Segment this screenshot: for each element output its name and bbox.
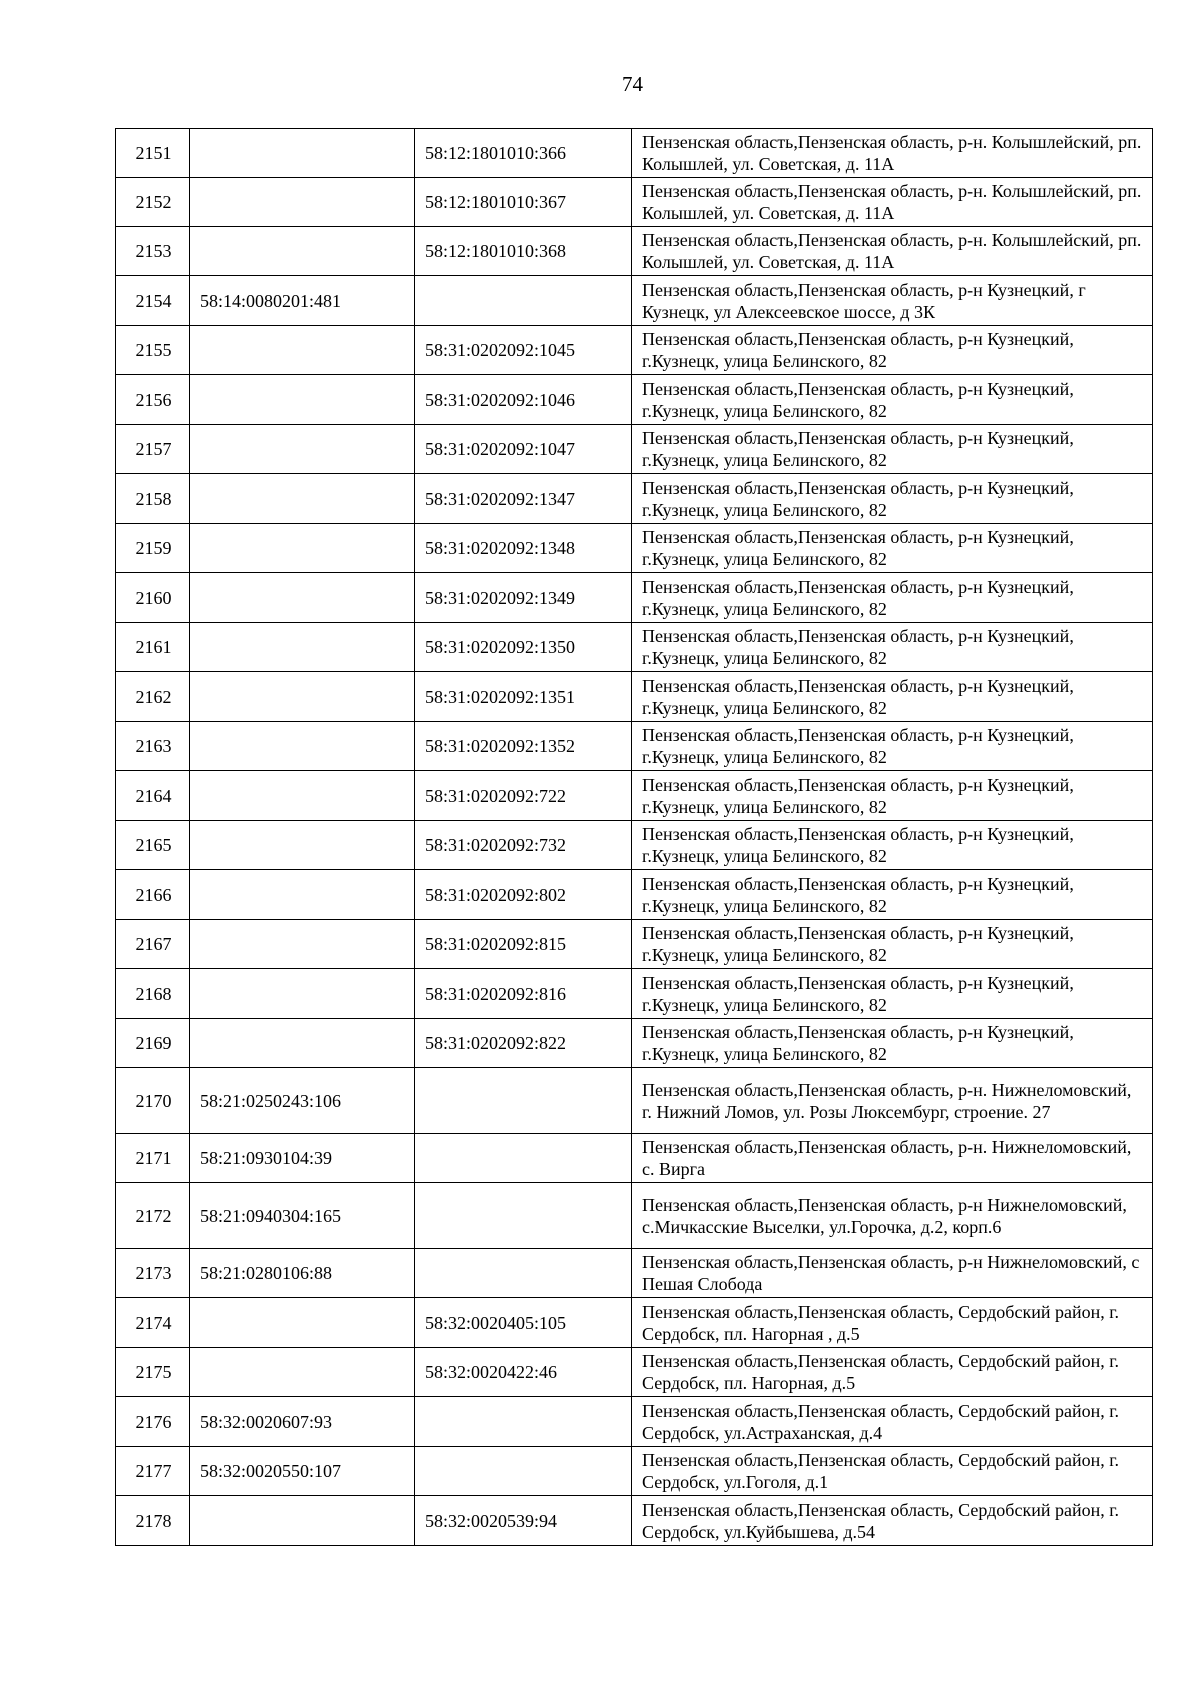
cadastral-number-a-cell — [190, 178, 415, 227]
row-number-cell: 2154 — [116, 276, 190, 326]
table-row — [116, 524, 1153, 573]
cadastral-number-a-cell — [190, 821, 415, 870]
cadastral-number-a-cell — [190, 623, 415, 672]
row-number-cell: 2157 — [116, 425, 190, 474]
row-number-cell: 2169 — [116, 1019, 190, 1068]
row-number-cell: 2166 — [116, 870, 190, 920]
table-row — [116, 1348, 1153, 1397]
address-cell: Пензенская область,Пензенская область, р-н Кузнецкий, г.Кузнецк, улица Белинского, 82 — [632, 623, 1153, 672]
row-number-cell: 2173 — [116, 1249, 190, 1298]
address-cell: Пензенская область,Пензенская область, р-н Нижнеломовский, с Пешая Слобода — [632, 1249, 1153, 1298]
address-cell: Пензенская область,Пензенская область, р-н Кузнецкий, г.Кузнецк, улица Белинского, 82 — [632, 969, 1153, 1019]
address-cell: Пензенская область,Пензенская область, р-н Кузнецкий, г.Кузнецк, улица Белинского, 82 — [632, 722, 1153, 771]
cadastral-number-a-cell — [190, 969, 415, 1019]
cadastral-number-a-cell — [190, 375, 415, 425]
cadastral-number-b-cell: 58:31:0202092:1045 — [415, 326, 632, 375]
row-number-cell: 2172 — [116, 1183, 190, 1249]
cadastral-number-b-cell: 58:31:0202092:815 — [415, 920, 632, 969]
address-cell: Пензенская область,Пензенская область, р-н Кузнецкий, г.Кузнецк, улица Белинского, 82 — [632, 474, 1153, 524]
row-number-cell: 2178 — [116, 1496, 190, 1546]
table-row — [116, 920, 1153, 969]
cadastral-number-b-cell — [415, 1397, 632, 1447]
row-number-cell: 2164 — [116, 771, 190, 821]
cadastral-number-b-cell: 58:31:0202092:816 — [415, 969, 632, 1019]
cadastral-number-a-cell: 58:32:0020607:93 — [190, 1397, 415, 1447]
cadastral-number-b-cell: 58:31:0202092:1348 — [415, 524, 632, 573]
table-row — [116, 1397, 1153, 1447]
address-cell: Пензенская область,Пензенская область, Сердобский район, г. Сердобск, ул.Астраханская, д.4 — [632, 1397, 1153, 1447]
row-number-cell: 2177 — [116, 1447, 190, 1496]
table-row — [116, 672, 1153, 722]
table-row — [116, 870, 1153, 920]
address-cell: Пензенская область,Пензенская область, р-н Кузнецкий, г.Кузнецк, улица Белинского, 82 — [632, 771, 1153, 821]
cadastral-number-a-cell: 58:21:0280106:88 — [190, 1249, 415, 1298]
address-cell: Пензенская область,Пензенская область, Сердобский район, г. Сердобск, пл. Нагорная, д.5 — [632, 1348, 1153, 1397]
table-row — [116, 474, 1153, 524]
row-number-cell: 2159 — [116, 524, 190, 573]
table-row — [116, 573, 1153, 623]
cadastral-number-b-cell: 58:12:1801010:368 — [415, 227, 632, 276]
cadastral-number-b-cell: 58:31:0202092:1352 — [415, 722, 632, 771]
table-row — [116, 1183, 1153, 1249]
table-row — [116, 425, 1153, 474]
address-cell: Пензенская область,Пензенская область, р-н. Нижнеломовский, г. Нижний Ломов, ул. Розы Люксембург, строение. 27 — [632, 1068, 1153, 1134]
cadastral-number-b-cell: 58:31:0202092:802 — [415, 870, 632, 920]
cadastral-number-a-cell — [190, 425, 415, 474]
row-number-cell: 2160 — [116, 573, 190, 623]
row-number-cell: 2158 — [116, 474, 190, 524]
cadastral-number-a-cell — [190, 1348, 415, 1397]
address-cell: Пензенская область,Пензенская область, р-н Кузнецкий, г.Кузнецк, улица Белинского, 82 — [632, 326, 1153, 375]
cadastral-number-b-cell: 58:32:0020405:105 — [415, 1298, 632, 1348]
cadastral-number-a-cell — [190, 771, 415, 821]
table-row — [116, 1447, 1153, 1496]
cadastral-number-b-cell: 58:31:0202092:722 — [415, 771, 632, 821]
address-cell: Пензенская область,Пензенская область, Сердобский район, г. Сердобск, ул.Гоголя, д.1 — [632, 1447, 1153, 1496]
cadastral-number-b-cell: 58:31:0202092:732 — [415, 821, 632, 870]
cadastral-number-a-cell — [190, 870, 415, 920]
cadastral-number-b-cell — [415, 276, 632, 326]
cadastral-number-b-cell: 58:12:1801010:366 — [415, 129, 632, 178]
table-row — [116, 178, 1153, 227]
cadastral-number-a-cell — [190, 227, 415, 276]
cadastral-number-b-cell — [415, 1134, 632, 1183]
cadastral-number-a-cell: 58:21:0930104:39 — [190, 1134, 415, 1183]
address-cell: Пензенская область,Пензенская область, Сердобский район, г. Сердобск, ул.Куйбышева, д.54 — [632, 1496, 1153, 1546]
cadastral-number-a-cell — [190, 474, 415, 524]
cadastral-number-a-cell — [190, 1298, 415, 1348]
table-row — [116, 1019, 1153, 1068]
row-number-cell: 2163 — [116, 722, 190, 771]
address-cell: Пензенская область,Пензенская область, р-н Кузнецкий, г.Кузнецк, улица Белинского, 82 — [632, 870, 1153, 920]
table-row — [116, 623, 1153, 672]
page-number: 74 — [622, 72, 643, 96]
address-cell: Пензенская область,Пензенская область, р-н Кузнецкий, г Кузнецк, ул Алексеевское шоссе, д 3К — [632, 276, 1153, 326]
row-number-cell: 2153 — [116, 227, 190, 276]
cadastral-number-b-cell: 58:32:0020422:46 — [415, 1348, 632, 1397]
registry-table-body — [116, 129, 1153, 1546]
row-number-cell: 2174 — [116, 1298, 190, 1348]
table-row — [116, 1298, 1153, 1348]
registry-table — [115, 128, 1153, 1546]
cadastral-number-a-cell — [190, 129, 415, 178]
cadastral-number-a-cell — [190, 920, 415, 969]
cadastral-number-b-cell — [415, 1447, 632, 1496]
cadastral-number-b-cell: 58:12:1801010:367 — [415, 178, 632, 227]
table-row — [116, 227, 1153, 276]
table-row — [116, 969, 1153, 1019]
cadastral-number-a-cell — [190, 1496, 415, 1546]
row-number-cell: 2156 — [116, 375, 190, 425]
table-row — [116, 1068, 1153, 1134]
cadastral-number-a-cell: 58:21:0940304:165 — [190, 1183, 415, 1249]
table-row — [116, 1249, 1153, 1298]
address-cell: Пензенская область,Пензенская область, р-н. Колышлейский, рп. Колышлей, ул. Советская, д. 11А — [632, 178, 1153, 227]
cadastral-number-b-cell: 58:31:0202092:1347 — [415, 474, 632, 524]
row-number-cell: 2165 — [116, 821, 190, 870]
cadastral-number-a-cell — [190, 326, 415, 375]
row-number-cell: 2168 — [116, 969, 190, 1019]
cadastral-number-b-cell — [415, 1249, 632, 1298]
row-number-cell: 2162 — [116, 672, 190, 722]
cadastral-number-a-cell: 58:21:0250243:106 — [190, 1068, 415, 1134]
cadastral-number-b-cell: 58:31:0202092:1351 — [415, 672, 632, 722]
address-cell: Пензенская область,Пензенская область, р-н Кузнецкий, г.Кузнецк, улица Белинского, 82 — [632, 524, 1153, 573]
row-number-cell: 2170 — [116, 1068, 190, 1134]
cadastral-number-b-cell: 58:31:0202092:1047 — [415, 425, 632, 474]
address-cell: Пензенская область,Пензенская область, р-н Кузнецкий, г.Кузнецк, улица Белинского, 82 — [632, 821, 1153, 870]
address-cell: Пензенская область,Пензенская область, Сердобский район, г. Сердобск, пл. Нагорная , д.5 — [632, 1298, 1153, 1348]
address-cell: Пензенская область,Пензенская область, р-н. Колышлейский, рп. Колышлей, ул. Советская, д. 11А — [632, 129, 1153, 178]
cadastral-number-a-cell — [190, 524, 415, 573]
cadastral-number-a-cell — [190, 1019, 415, 1068]
address-cell: Пензенская область,Пензенская область, р-н Кузнецкий, г.Кузнецк, улица Белинского, 82 — [632, 573, 1153, 623]
address-cell: Пензенская область,Пензенская область, р-н Кузнецкий, г.Кузнецк, улица Белинского, 82 — [632, 375, 1153, 425]
table-row — [116, 129, 1153, 178]
cadastral-number-b-cell: 58:31:0202092:1046 — [415, 375, 632, 425]
row-number-cell: 2167 — [116, 920, 190, 969]
cadastral-number-b-cell: 58:31:0202092:1349 — [415, 573, 632, 623]
table-row — [116, 821, 1153, 870]
row-number-cell: 2152 — [116, 178, 190, 227]
address-cell: Пензенская область,Пензенская область, р-н Нижнеломовский, с.Мичкасские Выселки, ул.Горочка, д.2, корп.6 — [632, 1183, 1153, 1249]
address-cell: Пензенская область,Пензенская область, р-н Кузнецкий, г.Кузнецк, улица Белинского, 82 — [632, 920, 1153, 969]
cadastral-number-b-cell: 58:31:0202092:822 — [415, 1019, 632, 1068]
cadastral-number-a-cell: 58:14:0080201:481 — [190, 276, 415, 326]
row-number-cell: 2171 — [116, 1134, 190, 1183]
cadastral-number-b-cell — [415, 1068, 632, 1134]
row-number-cell: 2161 — [116, 623, 190, 672]
row-number-cell: 2151 — [116, 129, 190, 178]
cadastral-number-b-cell — [415, 1183, 632, 1249]
row-number-cell: 2176 — [116, 1397, 190, 1447]
row-number-cell: 2155 — [116, 326, 190, 375]
cadastral-number-b-cell: 58:32:0020539:94 — [415, 1496, 632, 1546]
address-cell: Пензенская область,Пензенская область, р-н. Нижнеломовский, с. Вирга — [632, 1134, 1153, 1183]
row-number-cell: 2175 — [116, 1348, 190, 1397]
table-row — [116, 326, 1153, 375]
table-row — [116, 1134, 1153, 1183]
cadastral-number-a-cell — [190, 672, 415, 722]
address-cell: Пензенская область,Пензенская область, р-н Кузнецкий, г.Кузнецк, улица Белинского, 82 — [632, 425, 1153, 474]
cadastral-number-a-cell — [190, 573, 415, 623]
table-row — [116, 771, 1153, 821]
cadastral-number-b-cell: 58:31:0202092:1350 — [415, 623, 632, 672]
table-row — [116, 1496, 1153, 1546]
address-cell: Пензенская область,Пензенская область, р-н Кузнецкий, г.Кузнецк, улица Белинского, 82 — [632, 1019, 1153, 1068]
address-cell: Пензенская область,Пензенская область, р-н Кузнецкий, г.Кузнецк, улица Белинского, 82 — [632, 672, 1153, 722]
cadastral-number-a-cell: 58:32:0020550:107 — [190, 1447, 415, 1496]
cadastral-number-a-cell — [190, 722, 415, 771]
table-row — [116, 375, 1153, 425]
table-row — [116, 722, 1153, 771]
address-cell: Пензенская область,Пензенская область, р-н. Колышлейский, рп. Колышлей, ул. Советская, д. 11А — [632, 227, 1153, 276]
table-row — [116, 276, 1153, 326]
